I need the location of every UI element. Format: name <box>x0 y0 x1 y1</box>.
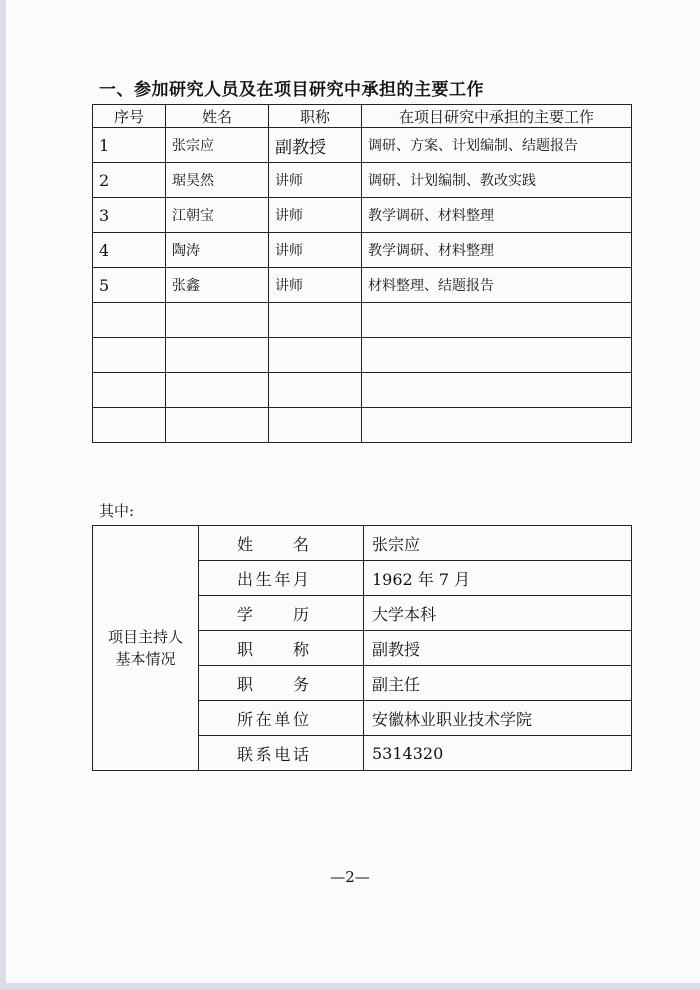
role-label-line2: 基本情况 <box>115 650 176 668</box>
table-row <box>93 128 632 163</box>
field-value: 大学本科 <box>364 596 632 631</box>
header-title: 职称 <box>269 105 362 128</box>
cell-name: 陶涛 <box>166 233 269 268</box>
cell-name: 张鑫 <box>166 268 269 303</box>
cell-title: 副教授 <box>269 128 362 163</box>
field-value: 安徽林业职业技术学院 <box>364 701 632 736</box>
table-row-empty <box>93 373 632 408</box>
page-edge <box>0 0 6 989</box>
cell-title: 讲师 <box>269 268 362 303</box>
cell-name: 江朝宝 <box>166 198 269 233</box>
field-value: 5314320 <box>364 736 632 771</box>
field-value: 张宗应 <box>364 526 632 561</box>
field-key: 所在单位 <box>199 701 364 736</box>
leader-row <box>93 526 632 561</box>
page-edge <box>0 983 700 989</box>
cell-no: 5 <box>93 268 166 303</box>
field-key: 姓名 <box>199 526 364 561</box>
field-value: 1962 年 7 月 <box>364 561 632 596</box>
field-key: 职务 <box>199 666 364 701</box>
field-key: 学历 <box>199 596 364 631</box>
field-value: 副主任 <box>364 666 632 701</box>
table-row-empty <box>93 303 632 338</box>
section-title: 一、参加研究人员及在项目研究中承担的主要工作 <box>99 80 484 100</box>
table-row <box>93 233 632 268</box>
cell-title: 讲师 <box>269 163 362 198</box>
field-value: 副教授 <box>364 631 632 666</box>
cell-title: 讲师 <box>269 198 362 233</box>
cell-title: 讲师 <box>269 233 362 268</box>
header-no: 序号 <box>93 105 166 128</box>
cell-work: 教学调研、材料整理 <box>362 198 632 233</box>
table-row <box>93 163 632 198</box>
header-work: 在项目研究中承担的主要工作 <box>362 105 632 128</box>
members-table <box>92 104 632 443</box>
cell-name: 张宗应 <box>166 128 269 163</box>
among-label: 其中: <box>99 502 135 520</box>
leader-role-label <box>93 526 199 771</box>
role-label-line1: 项目主持人 <box>107 628 183 646</box>
field-key: 出生年月 <box>199 561 364 596</box>
cell-no: 4 <box>93 233 166 268</box>
cell-work: 教学调研、材料整理 <box>362 233 632 268</box>
cell-work: 调研、方案、计划编制、结题报告 <box>362 128 632 163</box>
header-name: 姓名 <box>166 105 269 128</box>
cell-work: 调研、计划编制、教改实践 <box>362 163 632 198</box>
field-key: 职称 <box>199 631 364 666</box>
table-row-empty <box>93 338 632 373</box>
cell-no: 1 <box>93 128 166 163</box>
table-row-empty <box>93 408 632 443</box>
cell-name: 琚昊然 <box>166 163 269 198</box>
cell-no: 3 <box>93 198 166 233</box>
table-row <box>93 198 632 233</box>
leader-table <box>92 525 632 771</box>
table-header-row <box>93 105 632 128</box>
table-row <box>93 268 632 303</box>
field-key: 联系电话 <box>199 736 364 771</box>
page-number: —2— <box>330 868 370 886</box>
cell-no: 2 <box>93 163 166 198</box>
cell-work: 材料整理、结题报告 <box>362 268 632 303</box>
